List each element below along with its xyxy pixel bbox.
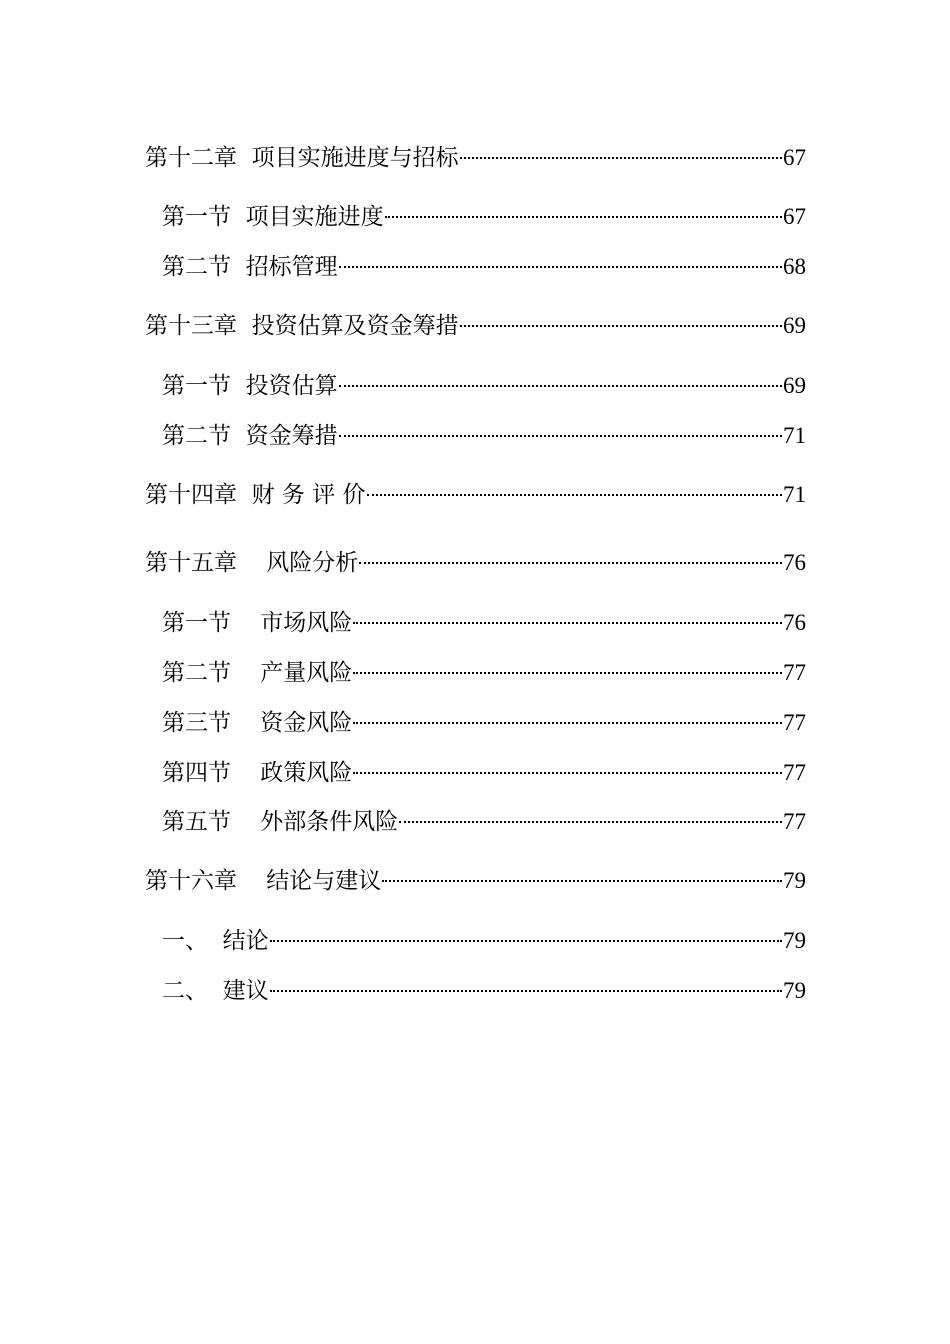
toc-entry-section[interactable] bbox=[162, 411, 806, 449]
toc-page-number: 71 bbox=[783, 423, 806, 448]
toc-page-number: 79 bbox=[783, 978, 806, 1003]
toc-page-number: 77 bbox=[783, 660, 806, 685]
toc-entry-title: 第四节 政策风险 bbox=[162, 760, 353, 786]
toc-dot-leader bbox=[353, 598, 782, 630]
toc-entry-title: 第十二章 项目实施进度与招标 bbox=[145, 145, 459, 171]
toc-entry-section[interactable] bbox=[162, 966, 806, 1004]
toc-page-number: 67 bbox=[783, 145, 806, 170]
toc-entry-section[interactable] bbox=[162, 648, 806, 686]
toc-dot-leader bbox=[339, 411, 782, 443]
toc-entry-title: 第十四章 财 务 评 价 bbox=[145, 482, 366, 508]
toc-entry-section[interactable] bbox=[162, 916, 806, 954]
toc-entry-section[interactable] bbox=[162, 242, 806, 280]
toc-dot-leader bbox=[460, 133, 782, 165]
toc-dot-leader bbox=[460, 301, 782, 333]
toc-entry-chapter-15[interactable] bbox=[145, 538, 806, 576]
toc-dot-leader bbox=[353, 648, 782, 680]
toc-dot-leader bbox=[353, 698, 782, 730]
toc-entry-title: 第二节 产量风险 bbox=[162, 660, 353, 686]
toc-dot-leader bbox=[339, 361, 782, 393]
toc-entry-chapter-13[interactable] bbox=[145, 301, 806, 339]
toc-entry-title: 第十三章 投资估算及资金筹措 bbox=[145, 313, 459, 339]
toc-entry-chapter-12[interactable] bbox=[145, 133, 806, 171]
toc-dot-leader bbox=[385, 192, 782, 224]
toc-page-number: 68 bbox=[783, 254, 806, 279]
toc-dot-leader bbox=[270, 966, 782, 998]
toc-page-number: 69 bbox=[783, 313, 806, 338]
toc-page-number: 76 bbox=[783, 550, 806, 575]
toc-entry-title: 第十五章 风险分析 bbox=[145, 550, 359, 576]
toc-page-number: 69 bbox=[783, 373, 806, 398]
toc-entry-title: 第三节 资金风险 bbox=[162, 710, 353, 736]
toc-page-number: 79 bbox=[783, 868, 806, 893]
toc-dot-leader bbox=[353, 748, 782, 780]
toc-entry-section[interactable] bbox=[162, 192, 806, 230]
toc-dot-leader bbox=[339, 242, 782, 274]
toc-entry-title: 第十六章 结论与建议 bbox=[145, 868, 382, 894]
toc-entry-title: 第二节 招标管理 bbox=[162, 254, 338, 280]
toc-dot-leader bbox=[270, 916, 782, 948]
toc-entry-section[interactable] bbox=[162, 598, 806, 636]
toc-entry-chapter-16[interactable] bbox=[145, 856, 806, 894]
toc-page-number: 79 bbox=[783, 928, 806, 953]
toc-entry-title: 一、 结论 bbox=[162, 928, 269, 954]
toc-entry-section[interactable] bbox=[162, 797, 806, 835]
toc-page-number: 76 bbox=[783, 610, 806, 635]
toc-page-number: 77 bbox=[783, 710, 806, 735]
toc-entry-section[interactable] bbox=[162, 698, 806, 736]
toc-entry-title: 第一节 投资估算 bbox=[162, 373, 338, 399]
toc-entry-title: 第二节 资金筹措 bbox=[162, 423, 338, 449]
toc-entry-title: 第一节 市场风险 bbox=[162, 610, 353, 636]
toc-entry-section[interactable] bbox=[162, 748, 806, 786]
toc-entry-section[interactable] bbox=[162, 361, 806, 399]
toc-page-number: 77 bbox=[783, 760, 806, 785]
toc-page-number: 71 bbox=[783, 482, 806, 507]
toc-entry-title: 第五节 外部条件风险 bbox=[162, 809, 399, 835]
toc-dot-leader bbox=[399, 797, 782, 829]
toc-dot-leader bbox=[382, 856, 782, 888]
toc-entry-title: 第一节 项目实施进度 bbox=[162, 204, 384, 230]
toc-dot-leader bbox=[367, 470, 782, 502]
toc-dot-leader bbox=[359, 538, 782, 570]
toc-entry-title: 二、 建议 bbox=[162, 978, 269, 1004]
toc-entry-chapter-14[interactable] bbox=[145, 470, 806, 508]
toc-page-number: 67 bbox=[783, 204, 806, 229]
toc-page-number: 77 bbox=[783, 809, 806, 834]
